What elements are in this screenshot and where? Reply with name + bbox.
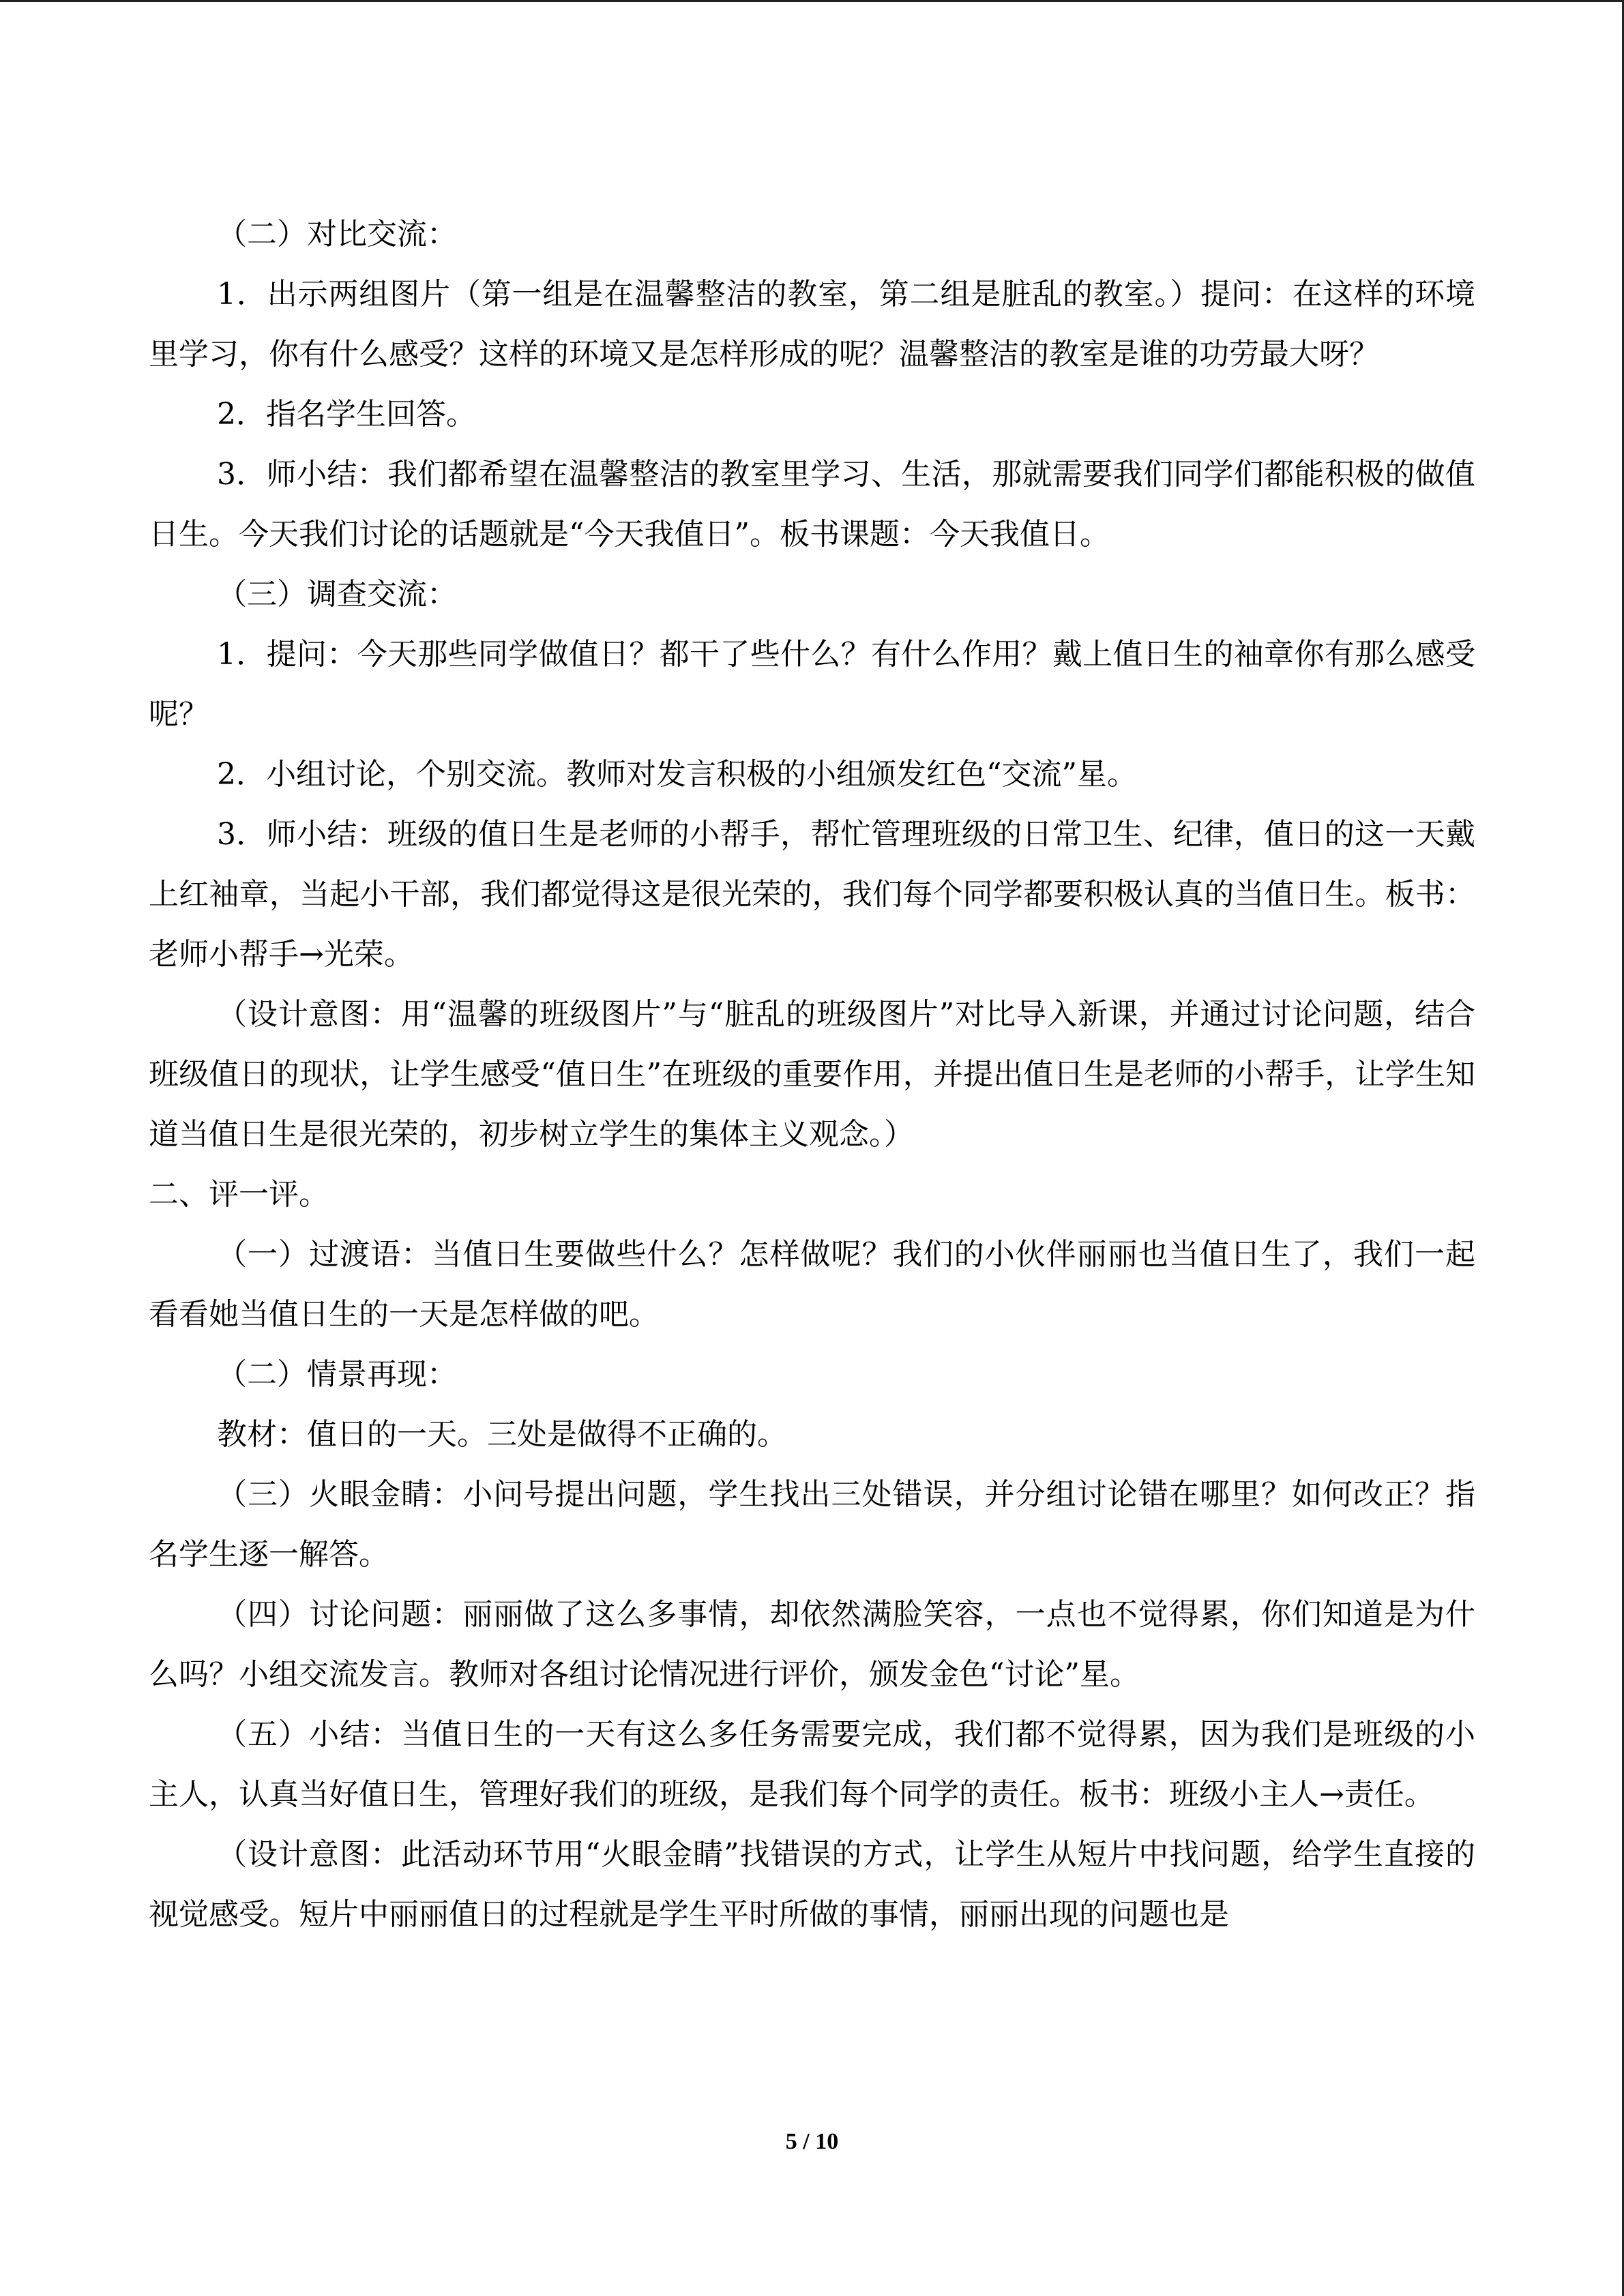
paragraph: 1．出示两组图片（第一组是在温馨整洁的教室，第二组是脏乱的教室。）提问：在这样的环境里学习，你有什么感受？这样的环境又是怎样形成的呢？温馨整洁的教室是谁的功劳最大呀？: [149, 277, 1475, 372]
paragraph: 2．小组讨论，个别交流。教师对发言积极的小组颁发红色“交流”星。: [217, 757, 1137, 792]
paragraph: （三）火眼金睛：小问号提出问题，学生找出三处错误，并分组讨论错在哪里？如何改正？指名学生逐一解答。: [149, 1477, 1475, 1572]
paragraph: （二）情景再现：: [217, 1357, 457, 1392]
paragraph: （五）小结：当值日生的一天有这么多任务需要完成，我们都不觉得累，因为我们是班级的小主人，认真当好值日生，管理好我们的班级，是我们每个同学的责任。板书：班级小主人→责任。: [149, 1717, 1475, 1812]
section-heading: 二、评一评。: [149, 1177, 329, 1212]
paragraph: （二）对比交流：: [217, 217, 457, 252]
design-intent-note: （设计意图：此活动环节用“火眼金睛”找错误的方式，让学生从短片中找问题，给学生直接的视觉感受。短片中丽丽值日的过程就是学生平时所做的事情，丽丽出现的问题也是: [149, 1837, 1475, 1932]
paragraph: （四）讨论问题：丽丽做了这么多事情，却依然满脸笑容，一点也不觉得累，你们知道是为什么吗？小组交流发言。教师对各组讨论情况进行评价，颁发金色“讨论”星。: [149, 1597, 1475, 1692]
paragraph: 3．师小结：班级的值日生是老师的小帮手，帮忙管理班级的日常卫生、纪律，值日的这一天戴上红袖章，当起小干部，我们都觉得这是很光荣的，我们每个同学都要积极认真的当值日生。板书：老师小帮手→光荣。: [149, 817, 1475, 972]
paragraph: 教材：值日的一天。三处是做得不正确的。: [217, 1417, 787, 1452]
paragraph: 2．指名学生回答。: [217, 397, 476, 432]
paragraph: 1．提问：今天那些同学做值日？都干了些什么？有什么作用？戴上值日生的袖章你有那么感受呢？: [149, 637, 1475, 732]
paragraph: （三）调查交流：: [217, 577, 457, 612]
design-intent-note: （设计意图：用“温馨的班级图片”与“脏乱的班级图片”对比导入新课，并通过讨论问题，结合班级值日的现状，让学生感受“值日生”在班级的重要作用，并提出值日生是老师的小帮手，让学生知道当值日生是很光荣的，初步树立学生的集体主义观念。）: [149, 997, 1475, 1152]
page-number: 5 / 10: [785, 2129, 839, 2154]
paragraph: （一）过渡语：当值日生要做些什么？怎样做呢？我们的小伙伴丽丽也当值日生了，我们一起看看她当值日生的一天是怎样做的吧。: [149, 1237, 1475, 1332]
page-top-border: [0, 0, 1624, 2]
paragraph: 3．师小结：我们都希望在温馨整洁的教室里学习、生活，那就需要我们同学们都能积极的做值日生。今天我们讨论的话题就是“今天我值日”。板书课题：今天我值日。: [149, 457, 1475, 552]
document-body: [149, 205, 1475, 1945]
